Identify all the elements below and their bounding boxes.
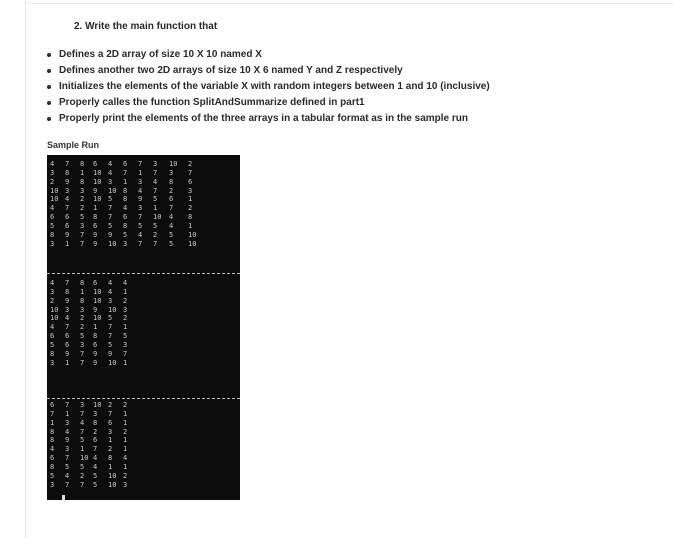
console-cell: 7 bbox=[65, 160, 70, 168]
console-cell: 7 bbox=[188, 168, 193, 177]
console-cell: 1 bbox=[80, 168, 85, 177]
console-cell: 5 bbox=[50, 340, 55, 349]
console-cell: 2 bbox=[50, 177, 55, 186]
console-cell: 7 bbox=[80, 239, 85, 248]
console-cell: 8 bbox=[50, 230, 55, 239]
console-cell: 4 bbox=[123, 454, 128, 463]
console-cell: 2 bbox=[80, 195, 85, 204]
array-y-row bbox=[47, 359, 240, 367]
console-cell: 9 bbox=[138, 195, 143, 204]
array-x-row bbox=[47, 231, 240, 239]
console-cell: 9 bbox=[108, 349, 113, 358]
console-cell: 6 bbox=[93, 340, 98, 349]
console-cell: 8 bbox=[50, 349, 55, 358]
console-cell: 6 bbox=[50, 454, 55, 463]
console-cell: 9 bbox=[93, 305, 98, 314]
console-cell: 5 bbox=[108, 314, 113, 323]
console-cell: 2 bbox=[123, 296, 128, 305]
console-cell: 2 bbox=[188, 160, 193, 168]
console-cell: 7 bbox=[138, 239, 143, 248]
console-cell: 4 bbox=[65, 471, 70, 480]
console-cell: 5 bbox=[65, 462, 70, 471]
console-cell: 4 bbox=[153, 177, 158, 186]
console-separator bbox=[47, 273, 240, 275]
console-cell: 4 bbox=[65, 427, 70, 436]
console-cell: 5 bbox=[123, 230, 128, 239]
array-x-row bbox=[47, 240, 240, 248]
array-y-row bbox=[47, 314, 240, 322]
console-cell: 1 bbox=[153, 204, 158, 213]
array-x-row bbox=[47, 178, 240, 186]
console-cell: 10 bbox=[108, 358, 117, 367]
console-cell: 10 bbox=[50, 314, 59, 323]
console-cell: 7 bbox=[153, 186, 158, 195]
console-cell: 3 bbox=[50, 168, 55, 177]
console-cell: 1 bbox=[123, 287, 128, 296]
console-cell: 9 bbox=[93, 239, 98, 248]
console-cell: 8 bbox=[93, 332, 98, 341]
array-z-row bbox=[47, 410, 240, 418]
console-cell: 8 bbox=[108, 454, 113, 463]
console-cell: 9 bbox=[65, 349, 70, 358]
console-cell: 5 bbox=[93, 471, 98, 480]
console-cell: 2 bbox=[108, 401, 113, 409]
console-cell: 8 bbox=[50, 436, 55, 445]
console-cell: 3 bbox=[80, 340, 85, 349]
array-z-row bbox=[47, 445, 240, 453]
console-cell: 1 bbox=[123, 418, 128, 427]
console-cell: 10 bbox=[93, 177, 102, 186]
console-cell: 8 bbox=[123, 221, 128, 230]
console-cell: 5 bbox=[50, 221, 55, 230]
console-cell: 2 bbox=[123, 427, 128, 436]
console-cell: 6 bbox=[169, 195, 174, 204]
console-cell: 10 bbox=[50, 195, 59, 204]
array-x-row bbox=[47, 169, 240, 177]
console-cell: 3 bbox=[123, 305, 128, 314]
console-cell: 4 bbox=[50, 445, 55, 454]
array-y-row bbox=[47, 279, 240, 287]
array-z-row bbox=[47, 428, 240, 436]
console-cell: 2 bbox=[188, 204, 193, 213]
console-cell: 10 bbox=[188, 239, 197, 248]
requirement-item: Defines another two 2D arrays of size 10 X 6 named Y and Z respectively bbox=[44, 63, 490, 79]
console-cell: 9 bbox=[65, 296, 70, 305]
console-cell: 10 bbox=[108, 471, 117, 480]
console-cell: 1 bbox=[93, 204, 98, 213]
console-separator bbox=[47, 398, 240, 400]
console-cell: 7 bbox=[80, 480, 85, 489]
console-cell: 2 bbox=[80, 204, 85, 213]
console-cell: 10 bbox=[169, 160, 178, 168]
console-cell: 4 bbox=[108, 168, 113, 177]
requirement-item: Properly print the elements of the three arrays in a tabular format as in the sample run bbox=[44, 111, 490, 127]
console-cell: 9 bbox=[93, 186, 98, 195]
console-cell: 4 bbox=[123, 279, 128, 287]
console-cell: 6 bbox=[50, 401, 55, 409]
console-cell: 8 bbox=[65, 287, 70, 296]
console-cell: 7 bbox=[153, 239, 158, 248]
console-cell: 4 bbox=[108, 279, 113, 287]
console-cell: 3 bbox=[50, 287, 55, 296]
console-cell: 4 bbox=[138, 186, 143, 195]
array-x-row bbox=[47, 195, 240, 203]
console-cell: 1 bbox=[123, 462, 128, 471]
console-cell: 5 bbox=[123, 332, 128, 341]
console-cell: 1 bbox=[138, 168, 143, 177]
console-cell: 8 bbox=[169, 177, 174, 186]
console-cell: 7 bbox=[169, 204, 174, 213]
console-cell: 8 bbox=[123, 186, 128, 195]
console-cell: 10 bbox=[50, 305, 59, 314]
console-cell: 6 bbox=[65, 221, 70, 230]
console-cell: 2 bbox=[50, 296, 55, 305]
console-cell: 3 bbox=[50, 480, 55, 489]
console-cell: 1 bbox=[123, 177, 128, 186]
console-cell: 2 bbox=[93, 427, 98, 436]
console-cell: 3 bbox=[108, 177, 113, 186]
console-cell: 1 bbox=[188, 195, 193, 204]
console-cell: 1 bbox=[123, 436, 128, 445]
array-x-row bbox=[47, 187, 240, 195]
console-cell: 4 bbox=[50, 323, 55, 332]
console-cell: 3 bbox=[65, 445, 70, 454]
sample-run-label: Sample Run bbox=[47, 140, 100, 150]
array-z-row bbox=[47, 436, 240, 444]
console-cell: 5 bbox=[80, 462, 85, 471]
console-cell: 7 bbox=[80, 409, 85, 418]
console-cell: 8 bbox=[123, 195, 128, 204]
console-cell: 7 bbox=[80, 427, 85, 436]
console-cell: 5 bbox=[80, 213, 85, 222]
console-cell: 6 bbox=[123, 160, 128, 168]
console-cell: 2 bbox=[169, 186, 174, 195]
console-cell: 7 bbox=[108, 213, 113, 222]
console-cell: 9 bbox=[65, 177, 70, 186]
console-cell: 10 bbox=[93, 314, 102, 323]
console-cell: 3 bbox=[123, 239, 128, 248]
console-cell: 3 bbox=[80, 401, 85, 409]
console-cell: 10 bbox=[93, 168, 102, 177]
page-left-border bbox=[25, 0, 26, 538]
question-heading: 2. Write the main function that bbox=[74, 21, 218, 32]
console-cell: 10 bbox=[153, 213, 162, 222]
console-cell: 10 bbox=[93, 401, 102, 409]
console-cell: 6 bbox=[123, 213, 128, 222]
console-cell: 1 bbox=[123, 445, 128, 454]
console-cell: 4 bbox=[50, 204, 55, 213]
console-cell: 4 bbox=[93, 454, 98, 463]
requirement-item: Initializes the elements of the variable X with random integers between 1 and 10 (inclusive) bbox=[44, 79, 490, 95]
array-y-row bbox=[47, 323, 240, 331]
console-cell: 6 bbox=[50, 332, 55, 341]
console-cell: 7 bbox=[108, 204, 113, 213]
console-cell: 3 bbox=[65, 418, 70, 427]
console-cell: 1 bbox=[65, 409, 70, 418]
console-cell: 8 bbox=[93, 213, 98, 222]
console-cell: 4 bbox=[138, 230, 143, 239]
console-cell: 7 bbox=[65, 401, 70, 409]
console-cell: 6 bbox=[93, 436, 98, 445]
console-cell: 7 bbox=[65, 204, 70, 213]
console-cell: 2 bbox=[123, 314, 128, 323]
console-cell: 4 bbox=[65, 314, 70, 323]
console-cell: 10 bbox=[108, 186, 117, 195]
console-cell: 9 bbox=[93, 358, 98, 367]
console-cell: 5 bbox=[169, 230, 174, 239]
console-cell: 2 bbox=[123, 471, 128, 480]
console-cell: 8 bbox=[80, 279, 85, 287]
array-y-row bbox=[47, 306, 240, 314]
console-cell: 5 bbox=[153, 195, 158, 204]
console-cell: 2 bbox=[108, 445, 113, 454]
console-cell: 7 bbox=[108, 323, 113, 332]
console-cell: 7 bbox=[123, 349, 128, 358]
console-cell: 1 bbox=[80, 287, 85, 296]
array-y-row bbox=[47, 341, 240, 349]
console-cell: 7 bbox=[80, 349, 85, 358]
console-cell: 7 bbox=[80, 358, 85, 367]
array-z-row bbox=[47, 401, 240, 409]
console-cell: 8 bbox=[80, 160, 85, 168]
console-cell: 5 bbox=[169, 239, 174, 248]
console-cell: 2 bbox=[80, 323, 85, 332]
console-cell: 7 bbox=[80, 230, 85, 239]
console-cell: 4 bbox=[50, 160, 55, 168]
console-cell: 3 bbox=[93, 409, 98, 418]
console-cell: 9 bbox=[65, 230, 70, 239]
console-cell: 3 bbox=[65, 305, 70, 314]
console-cell: 7 bbox=[138, 160, 143, 168]
console-cell: 2 bbox=[153, 230, 158, 239]
array-x-row bbox=[47, 222, 240, 230]
console-cell: 8 bbox=[80, 296, 85, 305]
array-z-row bbox=[47, 454, 240, 462]
console-cell: 1 bbox=[108, 436, 113, 445]
console-cell: 3 bbox=[108, 296, 113, 305]
console-cursor bbox=[62, 495, 65, 500]
requirement-item: Defines a 2D array of size 10 X 10 named X bbox=[44, 47, 490, 63]
console-cell: 4 bbox=[50, 279, 55, 287]
console-cell: 10 bbox=[80, 454, 89, 463]
console-cell: 6 bbox=[93, 221, 98, 230]
console-cell: 5 bbox=[50, 471, 55, 480]
console-cell: 10 bbox=[108, 239, 117, 248]
sample-run-console bbox=[47, 155, 240, 500]
console-cell: 6 bbox=[50, 213, 55, 222]
array-y-row bbox=[47, 297, 240, 305]
console-cell: 5 bbox=[108, 195, 113, 204]
console-cell: 3 bbox=[138, 204, 143, 213]
console-cell: 4 bbox=[93, 462, 98, 471]
console-cell: 5 bbox=[138, 221, 143, 230]
console-cell: 10 bbox=[108, 305, 117, 314]
console-cell: 1 bbox=[80, 445, 85, 454]
console-cell: 1 bbox=[123, 323, 128, 332]
console-cell: 3 bbox=[50, 239, 55, 248]
console-cell: 10 bbox=[108, 480, 117, 489]
array-x-row bbox=[47, 213, 240, 221]
array-z-row bbox=[47, 419, 240, 427]
console-cell: 1 bbox=[93, 323, 98, 332]
console-cell: 7 bbox=[108, 409, 113, 418]
console-cell: 6 bbox=[65, 213, 70, 222]
console-cell: 3 bbox=[80, 221, 85, 230]
console-cell: 1 bbox=[123, 358, 128, 367]
console-cell: 7 bbox=[50, 409, 55, 418]
console-cell: 5 bbox=[108, 221, 113, 230]
console-cell: 7 bbox=[138, 213, 143, 222]
console-cell: 4 bbox=[123, 204, 128, 213]
array-z-row bbox=[47, 481, 240, 489]
console-cell: 8 bbox=[50, 427, 55, 436]
console-cell: 6 bbox=[65, 332, 70, 341]
console-cell: 9 bbox=[65, 436, 70, 445]
console-cell: 1 bbox=[123, 409, 128, 418]
console-cell: 2 bbox=[123, 401, 128, 409]
console-cell: 6 bbox=[93, 160, 98, 168]
console-cell: 7 bbox=[93, 445, 98, 454]
console-cell: 10 bbox=[93, 296, 102, 305]
array-x-row bbox=[47, 204, 240, 212]
requirements-list bbox=[44, 47, 490, 127]
console-cell: 7 bbox=[65, 279, 70, 287]
console-cell: 1 bbox=[65, 239, 70, 248]
console-cell: 3 bbox=[153, 160, 158, 168]
console-cell: 4 bbox=[108, 160, 113, 168]
console-cell: 6 bbox=[93, 279, 98, 287]
console-cell: 7 bbox=[123, 168, 128, 177]
array-z-row bbox=[47, 472, 240, 480]
console-cell: 7 bbox=[65, 323, 70, 332]
console-cell: 9 bbox=[93, 230, 98, 239]
console-cell: 5 bbox=[93, 480, 98, 489]
array-z-row bbox=[47, 463, 240, 471]
console-cell: 10 bbox=[188, 230, 197, 239]
console-cell: 3 bbox=[108, 427, 113, 436]
console-cell: 1 bbox=[50, 418, 55, 427]
console-cell: 10 bbox=[50, 186, 59, 195]
console-cell: 6 bbox=[188, 177, 193, 186]
console-cell: 8 bbox=[65, 168, 70, 177]
array-y-row bbox=[47, 332, 240, 340]
console-cell: 1 bbox=[188, 221, 193, 230]
console-cell: 5 bbox=[108, 340, 113, 349]
console-cell: 1 bbox=[108, 462, 113, 471]
console-cell: 7 bbox=[65, 454, 70, 463]
array-x-row bbox=[47, 160, 240, 168]
console-cell: 5 bbox=[80, 332, 85, 341]
console-cell: 10 bbox=[93, 287, 102, 296]
console-cell: 1 bbox=[65, 358, 70, 367]
console-cell: 3 bbox=[65, 186, 70, 195]
console-cell: 6 bbox=[108, 418, 113, 427]
requirement-item: Properly calles the function SplitAndSummarize defined in part1 bbox=[44, 95, 490, 111]
console-cell: 3 bbox=[80, 186, 85, 195]
console-cell: 4 bbox=[80, 418, 85, 427]
console-cell: 7 bbox=[65, 480, 70, 489]
console-cell: 8 bbox=[188, 213, 193, 222]
console-cell: 2 bbox=[80, 471, 85, 480]
console-cell: 4 bbox=[65, 195, 70, 204]
console-cell: 5 bbox=[80, 436, 85, 445]
console-cell: 8 bbox=[80, 177, 85, 186]
console-cell: 2 bbox=[80, 314, 85, 323]
console-cell: 6 bbox=[65, 340, 70, 349]
console-cell: 10 bbox=[93, 195, 102, 204]
console-cell: 4 bbox=[108, 287, 113, 296]
console-cell: 4 bbox=[169, 221, 174, 230]
console-cell: 7 bbox=[153, 168, 158, 177]
array-y-row bbox=[47, 288, 240, 296]
console-cell: 7 bbox=[108, 332, 113, 341]
console-cell: 8 bbox=[50, 462, 55, 471]
console-cell: 3 bbox=[80, 305, 85, 314]
console-cell: 5 bbox=[153, 221, 158, 230]
console-cell: 3 bbox=[123, 480, 128, 489]
array-y-row bbox=[47, 350, 240, 358]
console-cell: 3 bbox=[138, 177, 143, 186]
page-top-border bbox=[25, 3, 673, 4]
console-cell: 3 bbox=[188, 186, 193, 195]
console-cell: 3 bbox=[50, 358, 55, 367]
console-cell: 3 bbox=[169, 168, 174, 177]
console-cell: 9 bbox=[108, 230, 113, 239]
console-cell: 9 bbox=[93, 349, 98, 358]
console-cell: 4 bbox=[169, 213, 174, 222]
console-cell: 8 bbox=[93, 418, 98, 427]
console-cell: 3 bbox=[123, 340, 128, 349]
